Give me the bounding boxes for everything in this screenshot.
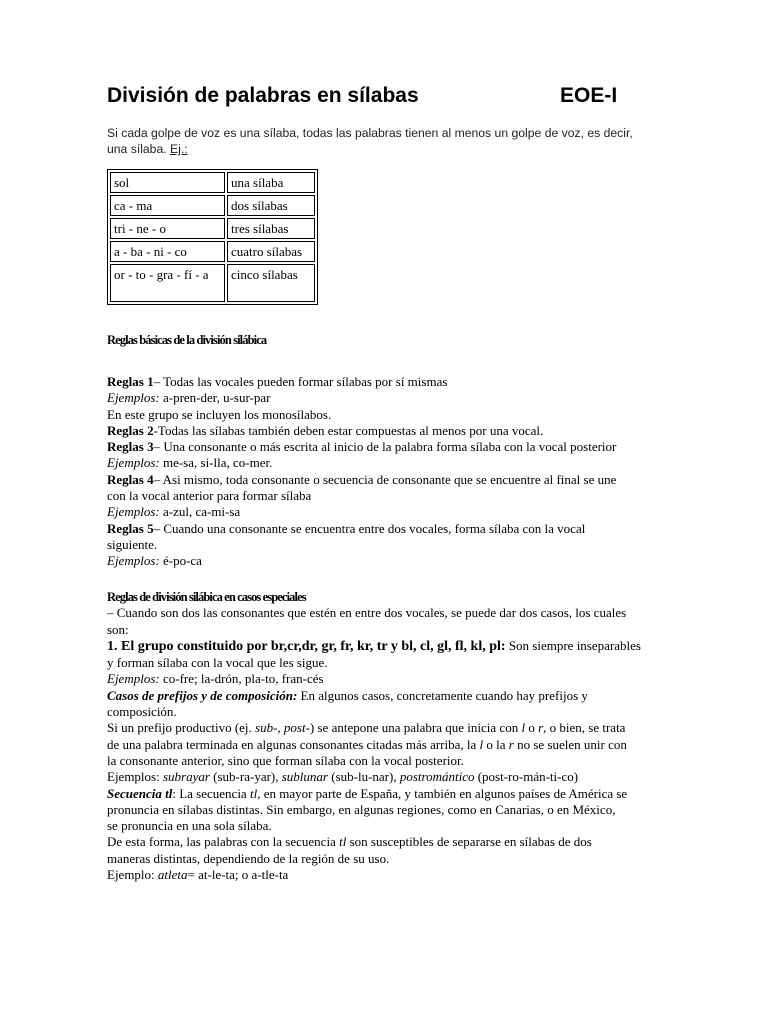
tl-sequence-line-2: pronuncia en sílabas distintas. Sin embargo, en algunas regiones, como en Canarias, o en México, <box>107 801 616 817</box>
rule-1-text: – Todas las vocales pueden formar sílabas por sí mismas <box>153 374 448 389</box>
rule-2-label: Reglas 2 <box>107 422 154 438</box>
rule-3-example <box>107 455 655 471</box>
prefix-line-2: de una palabra terminada en algunas consonantes citadas más arriba, la l o la r no se suelen unir con <box>107 736 627 752</box>
syllable-division-cell: ca - ma <box>110 195 225 216</box>
group-1-text: Son siempre inseparables <box>505 637 641 653</box>
special-intro-line-2: son: <box>107 621 129 637</box>
section-heading-basic: Reglas básicas de la división silábica <box>107 333 267 347</box>
rule-2-text: -Todas las sílabas también deben estar compuestas al menos por una vocal. <box>153 422 544 438</box>
example-link[interactable]: Ej.: <box>170 142 188 156</box>
intro-line-2-text: una sílaba. <box>107 142 167 156</box>
rule-5-example-label: Ejemplos: <box>107 553 160 569</box>
rule-3-text: – Una consonante o más escrita al inicio de la palabra forma sílaba con la vocal posterior <box>153 439 617 455</box>
syllable-count-cell: tres sílabas <box>227 218 315 239</box>
table-row <box>110 195 315 216</box>
group-1-example <box>107 671 655 687</box>
table-row <box>110 241 315 262</box>
rule-4 <box>107 472 655 488</box>
intro-line-1: Si cada golpe de voz es una sílaba, todas las palabras tienen al menos un golpe de voz, es decir, <box>107 126 633 140</box>
section-basic-rules <box>107 332 655 348</box>
rule-4-cont: con la vocal anterior para formar sílaba <box>107 488 312 504</box>
rule-1-example-text: a-pren-der, u-sur-par <box>159 390 271 406</box>
tl-sequence-line-3: se pronuncia en una sola sílaba. <box>107 818 272 834</box>
prefix-cases-cont: composición. <box>107 704 177 720</box>
rule-4-text: – Asi mismo, toda consonante o secuencia de consonante que se encuentre al final se une <box>153 471 617 487</box>
rule-5-cont: siguiente. <box>107 536 158 552</box>
group-1-example-text: co-fre; la-drón, pla-to, fran-cés <box>159 671 324 687</box>
prefix-cases-label: Casos de prefijos y de composición: <box>107 687 298 703</box>
rule-3-label: Reglas 3 <box>107 439 154 455</box>
title-row <box>107 84 667 114</box>
prefix-line-3: la consonante anterior, sino que forman sílaba con la vocal posterior. <box>107 752 464 768</box>
group-1-cont: y forman sílaba con la vocal que les sigue. <box>107 655 328 671</box>
rule-5 <box>107 521 655 537</box>
intro-line-2 <box>107 141 647 157</box>
syllable-division-cell: or - to - gra - fí - a <box>110 264 225 302</box>
prefix-examples: Ejemplos: subrayar (sub-ra-yar), sublunar (sub-lu-nar), postromántico (post-ro-mán-ti-co) <box>107 769 579 785</box>
syllable-table <box>107 169 318 305</box>
rule-4-label: Reglas 4 <box>107 471 154 487</box>
rule-3 <box>107 439 655 455</box>
document-code: EOE-I <box>560 84 618 107</box>
rule-3-example-text: me-sa, si-lla, co-mer. <box>159 455 273 471</box>
table-row <box>110 172 315 193</box>
rule-4-example <box>107 504 655 520</box>
prefix-cases <box>107 688 655 704</box>
rule-5-example <box>107 553 655 569</box>
syllable-count-cell: cuatro sílabas <box>227 241 315 262</box>
syllable-count-cell: una sílaba <box>227 172 315 193</box>
prefix-cases-text: En algunos casos, concretamente cuando hay prefijos y <box>297 687 588 703</box>
rule-1-label: Reglas 1 <box>107 374 154 389</box>
table-row <box>110 218 315 239</box>
tl-form-line-2: maneras distintas, dependiendo de la región de su uso. <box>107 850 390 866</box>
intro-paragraph <box>107 125 647 157</box>
rule-1-example <box>107 390 655 406</box>
basic-rules-list <box>107 374 655 570</box>
rule-4-example-label: Ejemplos: <box>107 504 160 520</box>
rule-5-label: Reglas 5 <box>107 520 154 536</box>
rule-2 <box>107 423 655 439</box>
rule-4-example-text: a-zul, ca-mi-sa <box>159 504 241 520</box>
group-1-example-label: Ejemplos: <box>107 671 160 687</box>
tl-sequence: Secuencia tl: La secuencia tl, en mayor parte de España, y también en algunos países de América se <box>107 785 628 801</box>
rule-3-example-label: Ejemplos: <box>107 455 160 471</box>
tl-form-line-1: De esta forma, las palabras con la secuencia tl son susceptibles de separarse en sílabas de dos <box>107 834 592 850</box>
rule-1 <box>107 374 655 390</box>
group-1-label: 1. El grupo constituido por br,cr,dr, gr, fr, kr, tr y bl, cl, gl, fl, kl, pl: <box>107 638 506 654</box>
special-intro-line-1: – Cuando son dos las consonantes que estén en entre dos vocales, se puede dar dos casos, los cuales <box>107 605 627 621</box>
tl-sequence-label: Secuencia tl <box>107 785 173 801</box>
table-row <box>110 264 315 302</box>
group-1 <box>107 638 655 655</box>
final-example: Ejemplo: atleta= at-le-ta; o a-tle-ta <box>107 867 289 883</box>
section-special-rules <box>107 589 655 883</box>
syllable-division-cell: a - ba - ni - co <box>110 241 225 262</box>
page-title: División de palabras en sílabas <box>107 84 419 107</box>
rule-1-example-label: Ejemplos: <box>107 390 160 406</box>
rule-1-note: En este grupo se incluyen los monosílabos. <box>107 406 332 422</box>
rule-5-example-text: é-po-ca <box>159 553 202 569</box>
syllable-division-cell: tri - ne - o <box>110 218 225 239</box>
prefix-line-1: Si un prefijo productivo (ej. sub-, post-) se antepone una palabra que inicia con l o r, o bien, se trata <box>107 720 626 736</box>
section-heading-special: Reglas de división silábica en casos especiales <box>107 590 306 604</box>
syllable-count-cell: cinco sílabas <box>227 264 315 302</box>
syllable-division-cell: sol <box>110 172 225 193</box>
syllable-count-cell: dos sílabas <box>227 195 315 216</box>
rule-5-text: – Cuando una consonante se encuentra entre dos vocales, forma sílaba con la vocal <box>153 520 586 536</box>
